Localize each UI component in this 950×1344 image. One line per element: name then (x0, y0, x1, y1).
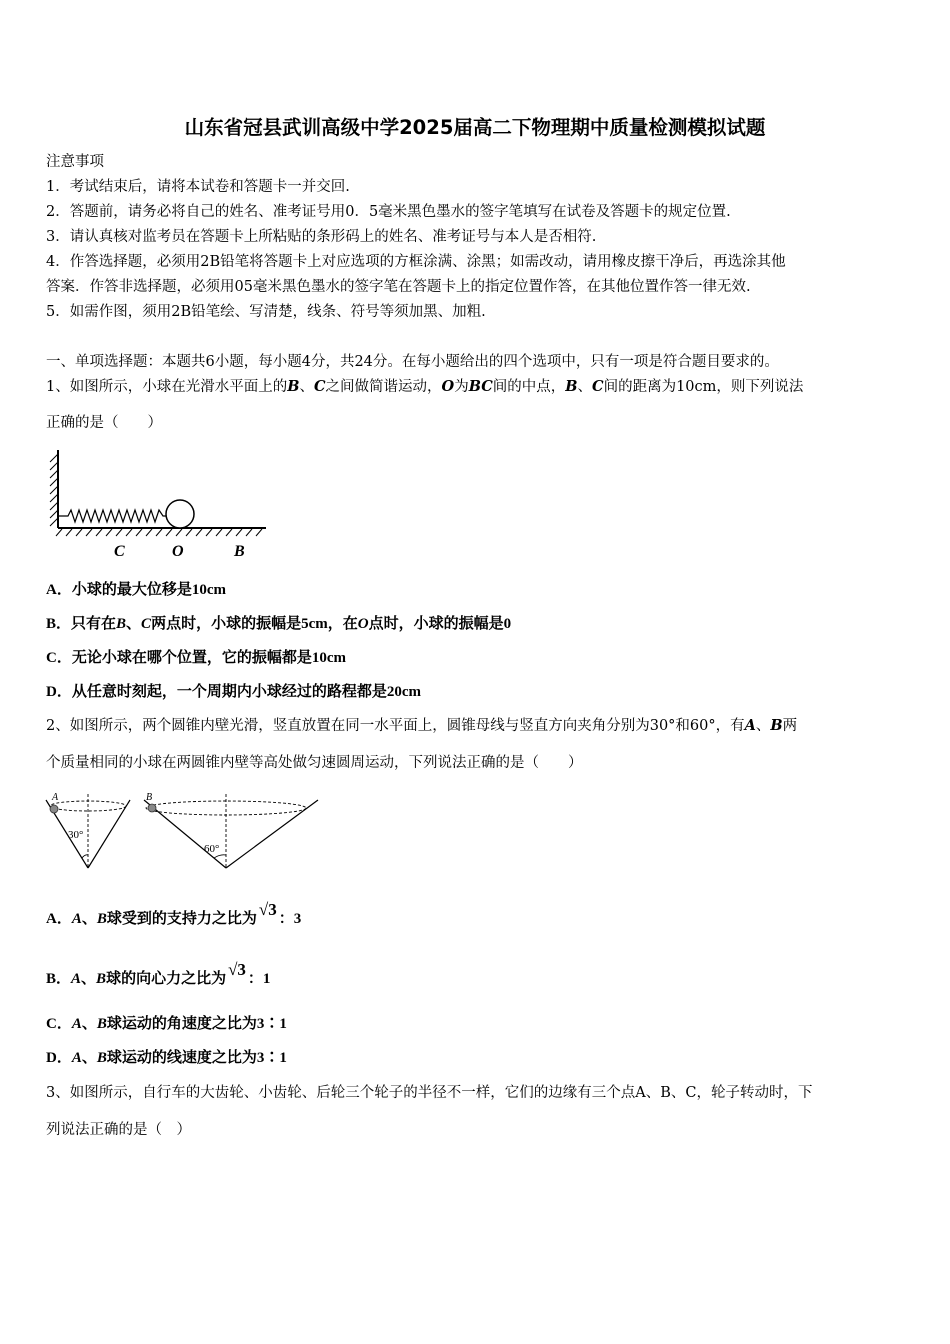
notice-item: 3．请认真核对监考员在答题卡上所粘贴的条形码上的姓名、准考证号与本人是否相符. (46, 229, 597, 245)
notice-item: 5．如需作图，须用2B铅笔绘、写清楚，线条、符号等须加黑、加粗. (46, 304, 486, 320)
notice-item: 1．考试结束后，请将本试卷和答题卡一并交回. (46, 179, 350, 195)
angle-30: 30° (68, 829, 84, 841)
angle-60: 60° (204, 843, 220, 855)
section-heading: 一、单项选择题：本题共6小题，每小题4分，共24分。在每小题给出的四个选项中，只有一项是符合题目要求的。 (46, 354, 779, 370)
q1-stem-line2: 正确的是（ ） (46, 415, 162, 431)
label-b: B (146, 792, 153, 803)
q2-stem-line2: 个质量相同的小球在两圆锥内壁等高处做匀速圆周运动，下列说法正确的是（ ） (46, 755, 583, 771)
spring-oscillator-figure (44, 444, 274, 564)
sqrt3-symbol: √3 (228, 960, 246, 979)
q3-stem-line2: 列说法正确的是（ ） (46, 1122, 191, 1138)
q2-stem: 2、如图所示，两个圆锥内壁光滑，竖直放置在同一水平面上，圆锥母线与竖直方向夹角分别为30°和60°，有A、B两 (46, 717, 798, 734)
page-title: 山东省冠县武训高级中学2025届高二下物理期中质量检测模拟试题 (184, 116, 766, 139)
q2-option-a: A．A、B球受到的支持力之比为 √3 ：3 (46, 900, 302, 927)
q1-option-d: D．从任意时刻起，一个周期内小球经过的路程都是20cm (46, 684, 421, 700)
cones-figure (44, 788, 324, 874)
label-c: C (114, 543, 125, 560)
label-b: B (234, 543, 245, 560)
q2-option-b: B．A、B球的向心力之比为 √3 ：1 (46, 960, 271, 987)
q1-option-c: C．无论小球在哪个位置，它的振幅都是10cm (46, 650, 346, 666)
label-a: A (52, 792, 59, 803)
q1-option-a: A．小球的最大位移是10cm (46, 582, 226, 598)
notice-heading: 注意事项 (46, 154, 104, 170)
q3-stem: 3、如图所示，自行车的大齿轮、小齿轮、后轮三个轮子的半径不一样，它们的边缘有三个点A、B、C，轮子转动时，下 (46, 1085, 813, 1101)
q2-option-d: D．A、B球运动的线速度之比为3∶1 (46, 1050, 287, 1066)
q1-option-b: B．只有在B、C两点时，小球的振幅是5cm，在O点时，小球的振幅是0 (46, 616, 512, 632)
q1-stem: 1、如图所示，小球在光滑水平面上的B、C之间做简谐运动，O为BC间的中点，B、C间的距离为10cm，则下列说法 (46, 378, 804, 395)
notice-item: 答案．作答非选择题，必须用05毫米黑色墨水的签字笔在答题卡上的指定位置作答，在其他位置作答一律无效. (46, 279, 751, 295)
notice-item: 2．答题前，请务必将自己的姓名、准考证号用0．5毫米黑色墨水的签字笔填写在试卷及答题卡的规定位置. (46, 204, 731, 220)
label-o: O (172, 543, 184, 560)
notice-item: 4．作答选择题，必须用2B铅笔将答题卡上对应选项的方框涂满、涂黑；如需改动，请用橡皮擦干净后，再选涂其他 (46, 254, 786, 270)
sqrt3-symbol: √3 (258, 900, 277, 919)
q2-option-c: C．A、B球运动的角速度之比为3∶1 (46, 1016, 287, 1032)
